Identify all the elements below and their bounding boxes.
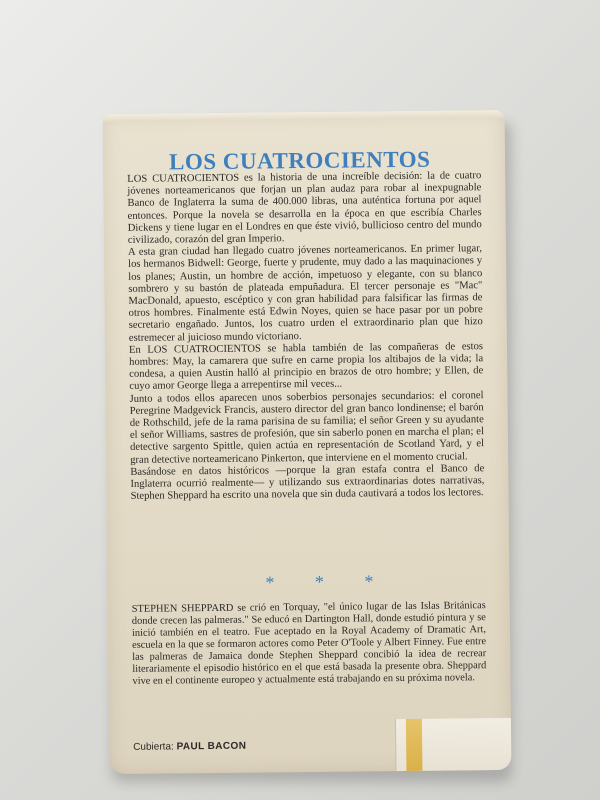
synopsis-paragraph-1: LOS CUATROCIENTOS es la historia de una increíble decisión: la de cuatro jóvenes norteamericanos que forjan un plan audaz para robar al inexpugnable Banco de Inglaterra la suma de 400.000 libras, una auténtica fortuna por aquel entonces. Porque la novela se desarrolla en la época en que escribía Charles Dickens y tiene lugar en el Londres en que éste vivió, bullicioso centro del mundo civilizado, corazón del gran Imperio. — [127, 170, 482, 246]
cover-credit-label: Cubierta: — [133, 741, 174, 753]
book-top-edge — [103, 110, 505, 122]
author-bio — [132, 600, 487, 688]
synopsis-paragraph-3: En LOS CUATROCIENTOS se habla también de las compañeras de estos hombres: May, la camarera que sufre en carne propia los altibajos de la vida; la condesa, a quien Austin halló al principio en brazos de otro hombre; y Ellen, de cuyo amor George llega a arrepentirse mil veces... — [128, 340, 484, 393]
sticker-yellow-band — [406, 719, 423, 774]
synopsis-paragraph-5: Basándose en datos históricos —porque la gran estafa contra el Banco de Inglaterra ocurrió realmente— y utilizando sus extraordinarias dotes narrativas, Stephen Sheppard ha escrito una novela que sin duda cautivará a todos los lectores. — [130, 463, 485, 503]
library-sticker — [395, 718, 512, 774]
synopsis — [127, 170, 484, 503]
cover-credit — [133, 741, 246, 753]
synopsis-paragraph-2: A esta gran ciudad han llegado cuatro jóvenes norteamericanos. En primer lugar, los hermanos Bidwell: George, fuerte y prudente, muy dado a las maquinaciones y los planes; Austin, un hombre de acción, impetuoso y elegante, con su blanco sombrero y su bastón de plateada empuñadura. El tercer personaje es "Mac" MacDonald, apuesto, escéptico y con gran habilidad para falsificar las firmas de otros hombres. Finalmente está Edwin Noyes, quien se hace pasar por un pobre secretario engañado. Juntos, los cuatro urden el extraordinario plan que hizo estremecer al juicioso mundo victoriano. — [127, 243, 483, 344]
book-back-cover — [103, 110, 512, 774]
book-title: LOS CUATROCIENTOS — [168, 146, 431, 175]
author-bio-text: STEPHEN SHEPPARD se crió en Torquay, "el único lugar de las Islas Británicas donde crecen las palmeras." Se educó en Dartington Hall, donde estudió pintura y se inició también en el teatro. Fue aceptado en la Royal Academy of Dramatic Art, escuela en la que se formaron actores como Peter O'Toole y Albert Finney. Fue entre las palmeras de Jamaica donde Stephen Sheppard concibió la idea de recrear literariamente el episodio histórico en el que está basada la presente obra. Sheppard vive en el continente europeo y actualmente está trabajando en su próxima novela. — [131, 600, 487, 687]
synopsis-paragraph-4: Junto a todos ellos aparecen unos soberbios personajes secundarios: el coronel Peregrine Madgevick Francis, austero director del gran banco londinense; el barón de Rothschild, jefe de la rama parisina de su familia; el señor Green y su ayudante el señor Williams, sastres de profesión, que sin saberlo ponen en marcha el plan; el detective sargento Spittle, quien actúa en representación de Scotland Yard, y el gran detective norteamericano Pinkerton, que interviene en el momento crucial. — [129, 389, 485, 466]
separator-stars: * * * — [265, 571, 392, 593]
cover-credit-name: PAUL BACON — [176, 740, 247, 753]
